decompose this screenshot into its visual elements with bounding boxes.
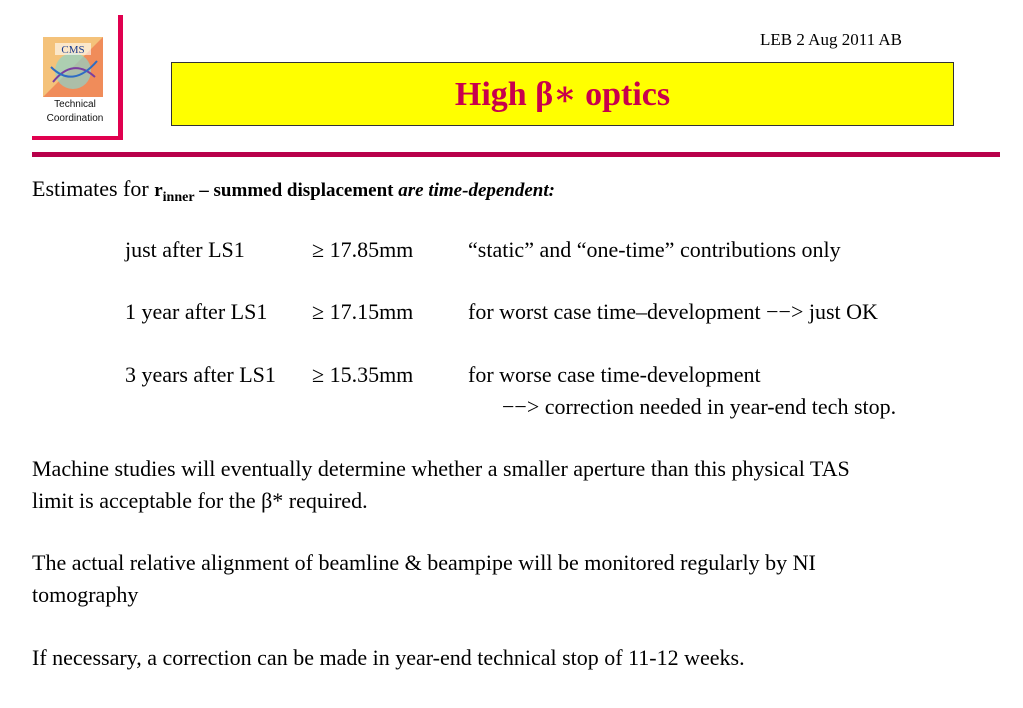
estimate-when: just after LS1 xyxy=(125,237,245,262)
intro-prefix: Estimates for xyxy=(32,176,155,201)
svg-text:CMS: CMS xyxy=(61,44,85,56)
logo-caption-line-2: Coordination xyxy=(46,113,104,124)
estimate-value: ≥ 17.15mm xyxy=(312,299,414,324)
intro-line xyxy=(32,176,555,211)
estimate-when: 1 year after LS1 xyxy=(125,299,268,324)
title-box xyxy=(171,62,954,126)
estimate-when: 3 years after LS1 xyxy=(125,362,276,387)
paragraph-2-line-2: tomography xyxy=(32,582,139,607)
paragraph-3: If necessary, a correction can be made in year-end technical stop of 11-12 weeks. xyxy=(32,645,745,670)
paragraph-1-line-1: Machine studies will eventually determine whether a smaller aperture than this physical TAS xyxy=(32,456,850,481)
estimate-note: “static” and “one-time” contributions only xyxy=(468,237,841,262)
accent-bar-vertical xyxy=(118,15,123,139)
logo-caption-line-1: Technical xyxy=(54,99,96,110)
logo-caption xyxy=(32,98,118,126)
slide-title: High β∗ optics xyxy=(454,76,671,113)
estimate-note: for worse case time-development xyxy=(468,362,761,387)
paragraph-1-line-2: limit is acceptable for the β* required. xyxy=(32,488,368,513)
estimate-value: ≥ 17.85mm xyxy=(312,237,414,262)
intro-sub: inner xyxy=(162,190,195,205)
intro-suffix: are time-dependent: xyxy=(398,180,555,201)
header-divider xyxy=(32,152,1000,157)
intro-middle: – summed displacement xyxy=(194,180,399,201)
paragraph-2-line-1: The actual relative alignment of beamline & beampipe will be monitored regularly by NI xyxy=(32,550,816,575)
estimate-note: for worst case time–development −−> just OK xyxy=(468,299,878,324)
intro-r: r xyxy=(154,180,163,201)
date-line: LEB 2 Aug 2011 AB xyxy=(760,30,902,49)
estimate-value: ≥ 15.35mm xyxy=(312,362,414,387)
accent-bar-horizontal xyxy=(32,136,123,140)
estimate-note-continuation: −−> correction needed in year-end tech stop. xyxy=(502,394,897,419)
cms-logo-icon xyxy=(43,37,103,97)
